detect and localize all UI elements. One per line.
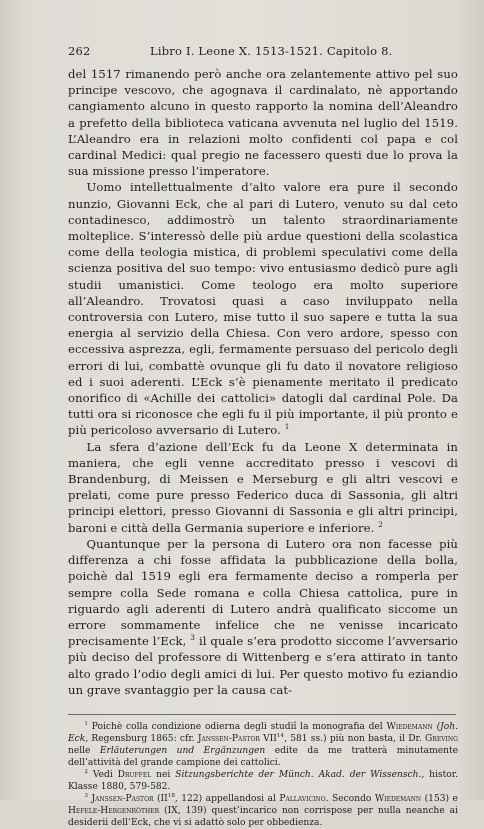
paragraph-4 [68, 536, 458, 698]
footnote-3-hefele: Hefele-Hergenröther [68, 805, 160, 816]
footnote-1-text: , 581 ss.) più non basta, il Dr. [284, 733, 422, 744]
footnote-2-text: nei [156, 769, 171, 780]
footnote-1-volume: VII [263, 733, 277, 744]
footnote-1-author: Wiedemann [386, 721, 433, 732]
footnote-1-edition: 14 [276, 732, 285, 739]
footnote-1-work: (Joh. Eck, [68, 721, 458, 744]
paragraph-2 [68, 179, 458, 438]
footnote-rule [68, 714, 456, 715]
footnote-3-text: , 122) appellandosi al [174, 793, 276, 804]
paragraph-3 [68, 439, 458, 536]
footnote-2-number: 2 [84, 768, 88, 775]
footnote-3-wiedemann: Wiedemann [374, 793, 422, 804]
footnote-3-text: (IX, 139) quest’incarico non corrisposе per nulla neanche ai desiderii dell’Eck, che vi si adattò solo per obbedienza. [68, 805, 458, 828]
footnote-1-text: nelle [68, 745, 91, 756]
footnote-3-pallavicino: Pallavicino [279, 793, 326, 804]
running-title: Libro I. Leone X. 1513-1521. Capitolo 8. [150, 44, 393, 58]
paragraph-4-text-a: Quantunque per la persona di Lutero ora non facesse più differenza a chi fosse affidata la pubblicazione della bolla, poichè dal 1519 egli era fermamente deciso a romperla per sempre colla Sede romana e colla Chiesa cattolica, pure in riguardo agli aderenti di Lutero andrà qualificato siccome un errore sommamente infelice che ne venisse incaricato precisamente l’Eck, [68, 536, 458, 649]
footnote-3 [68, 793, 458, 829]
footnote-1-greving: Greving [425, 733, 458, 744]
footnote-1-reference: Janssen-Pastor [197, 733, 260, 744]
paragraph-4-text-b: il quale s’era prodotto siccome l’avversario più deciso del professore di Wittenberg e s’era attirato in tanto alto grado l’odio degli amici di lui. Per questo motivo fu eziandio un grave svantaggio per la causa cat- [68, 634, 458, 697]
footnote-1 [68, 721, 458, 769]
footnote-1-series: Erläuterungen und Ergänzungen [99, 745, 266, 756]
footnote-1-text: Poichè colla condizione odierna degli studiî la monografia del [91, 721, 383, 732]
footnote-3-text: . Secondo [325, 793, 372, 804]
note-ref-1: 1 [284, 422, 290, 432]
footnote-1-text: Regensburg 1865: cfr. [91, 733, 195, 744]
footnote-2 [68, 769, 458, 793]
footnote-3-text: (II [157, 793, 168, 804]
page-number: 262 [68, 44, 91, 58]
footnote-3-number: 3 [84, 792, 88, 799]
footnote-2-author: Druffel [117, 769, 152, 780]
footnote-3-reference: Janssen-Pastor [91, 793, 154, 804]
note-ref-2: 2 [378, 519, 383, 529]
footnote-3-text: (153) e [424, 793, 458, 804]
main-text [68, 66, 458, 698]
running-head [68, 44, 460, 58]
footnote-2-text: Vedi [92, 769, 113, 780]
footnote-3-edition: 18 [167, 792, 175, 799]
footnote-1-number: 1 [84, 720, 88, 727]
paragraph-2-text: Uomo intellettualmente d’alto valore era pure il secondo nunzio, Giovanni Eck, che al pari di Lutero, venuto su dal ceto contadinesco, addimostrò un talento straordinariamente molteplice. S’interessò delle più ardue questioni della scolastica come della teologia mistica, di problemi speculativi come della scienza positiva del suo tempo: vivo entusiasmo dedicò pure agli studii umanistici. Come teologo era molto superiore all’Aleandro. Trovatosi quasi a caso inviluppato nella controversia con Lutero, mise tutto il suo sapere e tutta la sua energia al servizio della Chiesa. Con vero ardore, spesso con eccessiva asprezza, egli, fermamente persuaso del pericolo degli errori di lui, combattè ovunque gli fu dato il novatore religioso ed i suoi aderenti. L’Eck s’è pienamente meritato il predicato onorifico di «Achille dei cattolici» datogli dal cardinal Pole. Da tutti ora si riconosce che egli fu il più importante, il più pronto e più pericoloso avversario di Lutero. [68, 180, 458, 438]
paragraph-1: del 1517 rimanendo però anche ora zelantemente attivo pel suo principe vescovo, che agognava il cardinalato, nè apportando cangiamento alcuno in questo rapporto la nomina dell’Aleandro a prefetto della biblioteca vaticana avvenuta nel luglio del 1519. L’Aleandro era in relazioni molto confidenti col papa e col cardinal Medici: qual pregio ne facessero questi due lo prova la sua missione presso l’imperatore. [68, 67, 458, 179]
footnote-2-text: histor. Klasse 1880, 579-582. [68, 769, 458, 792]
paragraph-3-text: La sfera d’azione dell’Eck fu da Leone X determinata in maniera, che egli venne accreditato presso i vescovi di Brandenburg, di Meissen e Merseburg e gli altri vescovi e prelati, come pure presso Federico duca di Sassonia, gli altri principi elettori, presso Giovanni di Sassonia e gli altri principi, baroni e città della Germania superiore e inferiore. [68, 439, 458, 535]
footnote-2-work: Sitzungsberichte der Münch. Akad. der Wissensch., [175, 769, 425, 780]
footnotes [68, 721, 458, 829]
note-ref-3: 3 [190, 633, 196, 643]
footnote-1-text: edite da me tratterà minutamente dell’attività del grande campione dei cattolici. [68, 745, 459, 768]
